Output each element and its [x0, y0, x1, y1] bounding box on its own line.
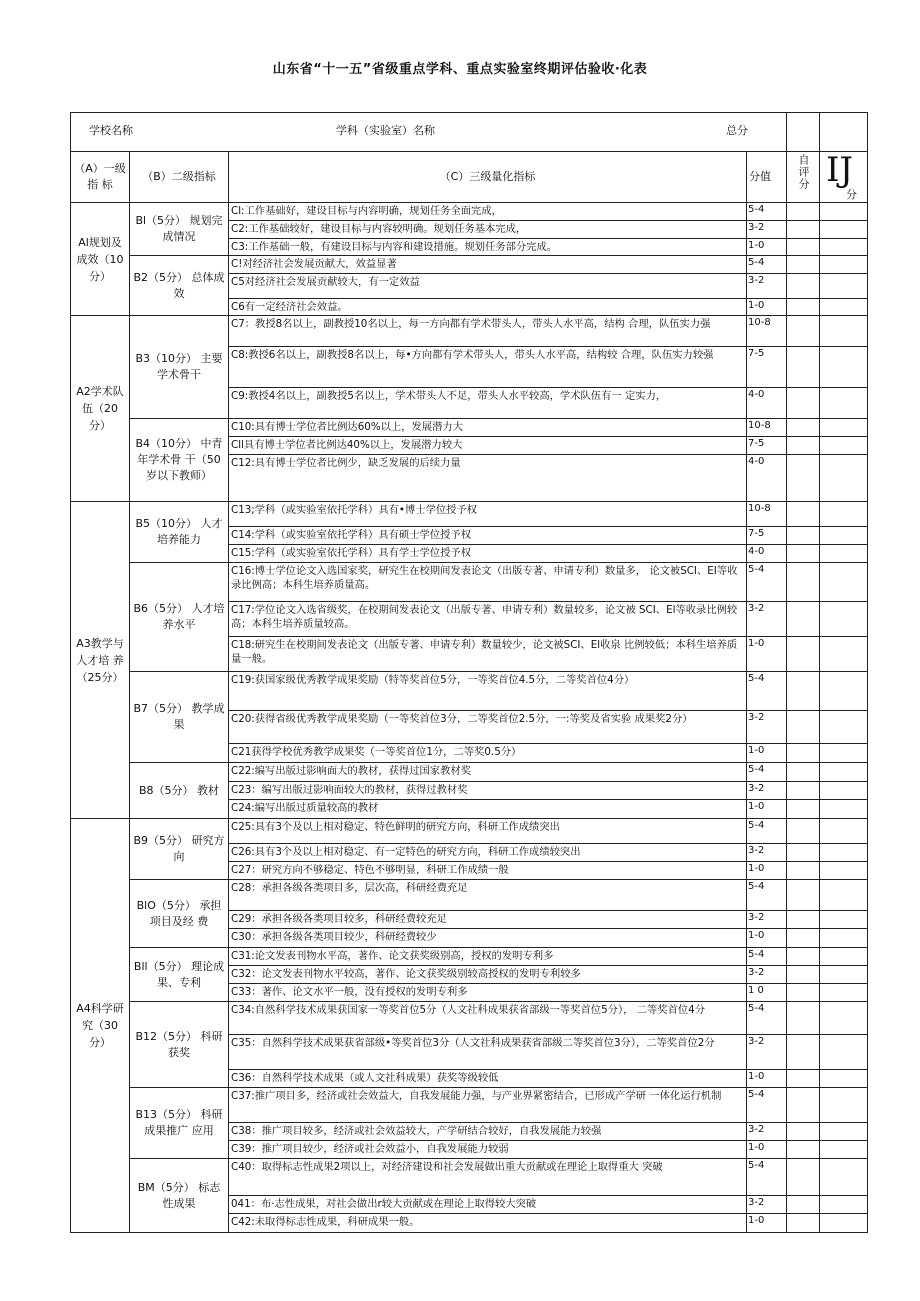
header-blank-1 — [787, 113, 820, 152]
level-c-indicator: C2:工作基础较好，建设目标与内容较明确。规划任务基本完成， — [229, 221, 747, 239]
score-range: 7-5 — [747, 437, 787, 455]
self-eval-score-cell[interactable] — [787, 1002, 820, 1035]
level-b-indicator: B4（10分） 中青年学术骨 干（50岁以下教师） — [130, 419, 229, 502]
level-c-indicator: C7：教授8名以上，副教授10名以上，每一方向都有学术带头人，带头人水平高，结构 合理，队伍实力强 — [229, 316, 747, 347]
expert-score-cell[interactable] — [820, 984, 868, 1002]
level-c-indicator: C26:具有3个及以上相对稳定、有一定特色的研究方向，科研工作成绩较突出 — [229, 844, 747, 862]
score-range: 5-4 — [747, 256, 787, 274]
total-score-label: 总分 — [726, 124, 748, 137]
table-row — [71, 419, 868, 437]
expert-score-cell[interactable] — [820, 299, 868, 316]
self-eval-score-cell[interactable] — [787, 602, 820, 637]
level-b-indicator: B5（10分） 人才培养能力 — [130, 502, 229, 563]
level-c-indicator: C9:教授4名以上，副教授5名以上，学术带头人不足，带头人水平较高，学术队伍有一 定实力， — [229, 388, 747, 419]
self-eval-score-cell[interactable] — [787, 911, 820, 929]
self-eval-score-cell[interactable] — [787, 299, 820, 316]
level-b-indicator: B8（5分） 教材 — [130, 763, 229, 819]
level-c-indicator: C!对经济社会发展贡献大，效益显著 — [229, 256, 747, 274]
self-eval-score-cell[interactable] — [787, 388, 820, 419]
level-c-indicator: C15:学科（或实验室依托学科）具有学士学位授予权 — [229, 545, 747, 563]
level-c-indicator: C25:具有3个及以上相对稳定、特色鲜明的研究方向，科研工作成绩突出 — [229, 819, 747, 844]
self-eval-score-cell[interactable] — [787, 744, 820, 763]
expert-score-cell[interactable] — [820, 844, 868, 862]
expert-score-cell[interactable] — [820, 1088, 868, 1123]
self-eval-score-cell[interactable] — [787, 763, 820, 782]
expert-score-cell[interactable] — [820, 819, 868, 844]
self-eval-score-cell[interactable] — [787, 274, 820, 299]
score-range: 3-2 — [747, 782, 787, 800]
level-c-indicator: C35：自然科学技术成果获省部级•等奖首位3分（人文社科成果获省部级二等奖首位3分），二等奖首位2分 — [229, 1035, 747, 1070]
level-c-indicator: C36：自然科学技术成果（或人文社科成果）获奖等级较低 — [229, 1070, 747, 1088]
score-range: 3-2 — [747, 711, 787, 744]
score-range: 1-0 — [747, 929, 787, 948]
level-c-indicator: C30：承担各级各类项目较少，科研经费较少 — [229, 929, 747, 948]
expert-score-cell[interactable] — [820, 948, 868, 966]
expert-score-cell[interactable] — [820, 239, 868, 256]
expert-score-cell[interactable] — [820, 782, 868, 800]
self-eval-score-cell[interactable] — [787, 545, 820, 563]
self-eval-score-cell[interactable] — [787, 316, 820, 347]
level-c-indicator: C42:未取得标志性成果，科研成果一般。 — [229, 1214, 747, 1233]
self-eval-score-cell[interactable] — [787, 527, 820, 545]
level-c-indicator: C14:学科（或实验室依托学科）具有硕士学位授予权 — [229, 527, 747, 545]
level-c-indicator: C34:自然科学技术成果获国家一等奖首位5分（人文社科成果获省部级一等奖首位5分）， 二等奖首位4分 — [229, 1002, 747, 1035]
score-range: 3-2 — [747, 221, 787, 239]
level-b-indicator: B12（5分） 科研获奖 — [130, 1002, 229, 1088]
col-head-score: 分值 — [747, 152, 787, 203]
table-row — [71, 502, 868, 527]
expert-score-cell[interactable] — [820, 203, 868, 221]
score-range: 3-2 — [747, 911, 787, 929]
table-row — [71, 763, 868, 782]
level-c-indicator: C17:学位论文入选省级奖，在校期间发表论文（出版专著、申请专利）数量较多，论文被 SCI、El等收录比例较高；本科生培养质量较高。 — [229, 602, 747, 637]
score-range: 1-0 — [747, 744, 787, 763]
col-head-self-eval: 自评分 — [797, 154, 810, 190]
score-range: 3-2 — [747, 602, 787, 637]
score-range: 1-0 — [747, 637, 787, 672]
level-c-indicator: C27：研究方向不够稳定、特色不够明显，科研工作成绩一般 — [229, 862, 747, 880]
expert-score-cell[interactable] — [820, 602, 868, 637]
self-eval-score-cell[interactable] — [787, 437, 820, 455]
evaluation-table — [70, 112, 868, 1233]
expert-score-cell[interactable] — [820, 1141, 868, 1159]
table-row — [71, 880, 868, 911]
score-range: 3-2 — [747, 1035, 787, 1070]
level-c-indicator: C19:获国家级优秀教学成果奖励（特等奖首位5分，一等奖首位4.5分，二等奖首位4分） — [229, 672, 747, 711]
score-range: 7-5 — [747, 347, 787, 388]
self-eval-score-cell[interactable] — [787, 347, 820, 388]
expert-score-cell[interactable] — [820, 862, 868, 880]
self-eval-score-cell[interactable] — [787, 563, 820, 602]
level-c-indicator: C33：著作、论文水平一般，没有授权的发明专利多 — [229, 984, 747, 1002]
level-c-indicator: C6有一定经济社会效益。 — [229, 299, 747, 316]
expert-score-cell[interactable] — [820, 1123, 868, 1141]
expert-score-cell[interactable] — [820, 437, 868, 455]
col-head-mark: IJ — [826, 150, 854, 190]
level-c-indicator: C31:论文发表刊物水平高，著作、论文获奖级别高，授权的发明专利多 — [229, 948, 747, 966]
level-b-indicator: B2（5分） 总体成效 — [130, 256, 229, 316]
col-head-expert: 分 — [846, 188, 857, 201]
level-c-indicator: C18:研究生在校期间发表论文（出版专著、申请专利）数量较少，论文被SCI、El收泉 比例较低；本科生培养质量一般。 — [229, 637, 747, 672]
expert-score-cell[interactable] — [820, 545, 868, 563]
level-a-indicator: A2学术队伍（20分） — [71, 316, 130, 502]
header-row — [71, 113, 868, 152]
level-c-indicator: C24:编写出版过质量较高的教材 — [229, 800, 747, 819]
level-b-indicator: B13（5分） 科研成果推广 应用 — [130, 1088, 229, 1159]
self-eval-score-cell[interactable] — [787, 929, 820, 948]
expert-score-cell[interactable] — [820, 911, 868, 929]
level-b-indicator: B6（5分） 人才培养水平 — [130, 563, 229, 672]
expert-score-cell[interactable] — [820, 1196, 868, 1214]
self-eval-score-cell[interactable] — [787, 1035, 820, 1070]
level-c-indicator: C32：论文发表刊物水平较高，著作、论文获奖级别较高授权的发明专利较多 — [229, 966, 747, 984]
expert-score-cell[interactable] — [820, 256, 868, 274]
expert-score-cell[interactable] — [820, 763, 868, 782]
header-blank-2 — [820, 113, 868, 152]
self-eval-score-cell[interactable] — [787, 819, 820, 844]
level-c-indicator: C20:获得省级优秀教学成果奖励（一等奖首位3分，二等奖首位2.5分，一:等奖及省实验 成果奖2分） — [229, 711, 747, 744]
level-c-indicator: C38：推广项目较多，经济或社会效益较大，产学研结合较好，自我发展能力较强 — [229, 1123, 747, 1141]
col-head-c: （C）三级量化指标 — [229, 152, 747, 203]
expert-score-cell[interactable] — [820, 527, 868, 545]
self-eval-score-cell[interactable] — [787, 711, 820, 744]
self-eval-score-cell[interactable] — [787, 455, 820, 502]
score-range: 10-8 — [747, 502, 787, 527]
table-row — [71, 1002, 868, 1035]
level-a-indicator: A4科学研究（30分） — [71, 819, 130, 1233]
level-c-indicator: C37:推广项目多，经济或社会效益大，自我发展能力强，与产业界紧密结合，已形成产学研 一体化运行机制 — [229, 1088, 747, 1123]
expert-score-cell[interactable] — [820, 637, 868, 672]
table-row — [71, 203, 868, 221]
expert-score-cell[interactable] — [820, 800, 868, 819]
subject-name-label: 学科（实验室）名称 — [336, 124, 435, 137]
level-c-indicator: C28：承担各级各类项目多，层次高，科研经费充足 — [229, 880, 747, 911]
self-eval-score-cell[interactable] — [787, 637, 820, 672]
score-range: 5-4 — [747, 819, 787, 844]
score-range: 4-0 — [747, 545, 787, 563]
self-eval-score-cell[interactable] — [787, 419, 820, 437]
table-row — [71, 563, 868, 602]
score-range: 1-0 — [747, 1141, 787, 1159]
score-range: 1-0 — [747, 1070, 787, 1088]
level-c-indicator: C3:工作基础一般，有建设目标与内容和建设措施。规划任务部分完成。 — [229, 239, 747, 256]
table-row — [71, 672, 868, 711]
score-range: 3-2 — [747, 1123, 787, 1141]
col-head-a: （A）一级指 标 — [71, 152, 130, 203]
col-head-b: （B）二级指标 — [130, 152, 229, 203]
expert-score-cell[interactable] — [820, 1070, 868, 1088]
level-b-indicator: B3（10分） 主要学术骨干 — [130, 316, 229, 419]
level-b-indicator: BlO（5分） 承担项目及经 费 — [130, 880, 229, 948]
self-eval-score-cell[interactable] — [787, 239, 820, 256]
self-eval-score-cell[interactable] — [787, 672, 820, 711]
level-c-indicator: Cll具有博士学位者比例达40%以上，发展潜力较大 — [229, 437, 747, 455]
expert-score-cell[interactable] — [820, 316, 868, 347]
level-c-indicator: C12:具有博士学位者比例少，缺乏发展的后续力量 — [229, 455, 747, 502]
self-eval-score-cell[interactable] — [787, 221, 820, 239]
level-b-indicator: BM（5分） 标志性成果 — [130, 1159, 229, 1233]
table-row — [71, 316, 868, 347]
level-c-indicator: C13;学科（或实验室依托学科）具有•博士学位授予权 — [229, 502, 747, 527]
expert-score-cell[interactable] — [820, 929, 868, 948]
table-row — [71, 1159, 868, 1196]
level-b-indicator: Bll（5分） 理论成果、专利 — [130, 948, 229, 1002]
level-c-indicator: C29：承担各级各类项目较多，科研经费较充足 — [229, 911, 747, 929]
page-title: 山东省“十一五”省级重点学科、重点实验室终期评估验收·化表 — [272, 62, 648, 77]
expert-score-cell[interactable] — [820, 419, 868, 437]
column-header-row — [71, 152, 868, 203]
self-eval-score-cell[interactable] — [787, 984, 820, 1002]
level-b-indicator: B9（5分） 研究方向 — [130, 819, 229, 880]
self-eval-score-cell[interactable] — [787, 502, 820, 527]
expert-score-cell[interactable] — [820, 502, 868, 527]
score-range: 5-4 — [747, 948, 787, 966]
score-range: 3-2 — [747, 844, 787, 862]
level-c-indicator: C16:博士学位论文入选国家奖，研究生在校期间发表论文（出版专著、申请专利）数量多， 论文被SCI、EI等收录比例高；本科生培养质量高。 — [229, 563, 747, 602]
self-eval-score-cell[interactable] — [787, 948, 820, 966]
score-range: 5-4 — [747, 1088, 787, 1123]
expert-score-cell[interactable] — [820, 221, 868, 239]
school-name-label: 学校名称 — [89, 124, 133, 137]
expert-score-cell[interactable] — [820, 672, 868, 711]
level-c-indicator: Cl:工作基础好，建设目标与内容明确，规划任务全面完成， — [229, 203, 747, 221]
score-range: 1-0 — [747, 800, 787, 819]
expert-score-cell[interactable] — [820, 347, 868, 388]
level-c-indicator: C8:教授6名以上，副教授8名以上，每•方向都有学术带头人，带头人水平高，结构较 合理，队伍实力较强 — [229, 347, 747, 388]
self-eval-score-cell[interactable] — [787, 862, 820, 880]
level-a-indicator: Al规划及成效（10分） — [71, 203, 130, 316]
table-row — [71, 948, 868, 966]
expert-score-cell[interactable] — [820, 455, 868, 502]
score-range: 1 0 — [747, 984, 787, 1002]
score-range: 5-4 — [747, 763, 787, 782]
level-c-indicator: 041：布·志性成果，对社会做出r较大贡献或在理论上取得较大突破 — [229, 1196, 747, 1214]
level-b-indicator: Bl（5分） 规划完成情况 — [130, 203, 229, 256]
table-row — [71, 1088, 868, 1123]
score-range: 3-2 — [747, 1196, 787, 1214]
expert-score-cell[interactable] — [820, 1159, 868, 1196]
expert-score-cell[interactable] — [820, 563, 868, 602]
score-range: 1-0 — [747, 862, 787, 880]
level-c-indicator: C39：推广项目较少，经济或社会效益小，自我发展能力较弱 — [229, 1141, 747, 1159]
expert-score-cell[interactable] — [820, 711, 868, 744]
score-range: 3-2 — [747, 966, 787, 984]
level-c-indicator: C21获得学校优秀教学成果奖（一等奖首位1分，二等奖0.5分） — [229, 744, 747, 763]
score-range: 3-2 — [747, 274, 787, 299]
self-eval-score-cell[interactable] — [787, 1123, 820, 1141]
score-range: 5-4 — [747, 563, 787, 602]
self-eval-score-cell[interactable] — [787, 256, 820, 274]
self-eval-score-cell[interactable] — [787, 844, 820, 862]
self-eval-score-cell[interactable] — [787, 782, 820, 800]
self-eval-score-cell[interactable] — [787, 1214, 820, 1233]
self-eval-score-cell[interactable] — [787, 203, 820, 221]
level-a-indicator: A3教学与人才培 养（25分） — [71, 502, 130, 819]
level-b-indicator: B7（5分） 教学成果 — [130, 672, 229, 763]
level-c-indicator: C40：取得标志性成果2项以上，对经济建设和社会发展做出重大贡献或在理论上取得重大 突破 — [229, 1159, 747, 1196]
score-range: 4-0 — [747, 388, 787, 419]
level-c-indicator: C22:编写出版过影响面大的教材，获得过国家教材奖 — [229, 763, 747, 782]
score-range: 10-8 — [747, 316, 787, 347]
score-range: 5-4 — [747, 880, 787, 911]
expert-score-cell[interactable] — [820, 744, 868, 763]
self-eval-score-cell[interactable] — [787, 1070, 820, 1088]
score-range: 5-4 — [747, 203, 787, 221]
level-c-indicator: C5对经济社会发展贡献较大，有一定效益 — [229, 274, 747, 299]
expert-score-cell[interactable] — [820, 1035, 868, 1070]
score-range: 7-5 — [747, 527, 787, 545]
score-range: 4-0 — [747, 455, 787, 502]
expert-score-cell[interactable] — [820, 966, 868, 984]
expert-score-cell[interactable] — [820, 1214, 868, 1233]
self-eval-score-cell[interactable] — [787, 1141, 820, 1159]
score-range: 1-0 — [747, 239, 787, 256]
expert-score-cell[interactable] — [820, 1002, 868, 1035]
score-range: 10-8 — [747, 419, 787, 437]
score-range: 1-0 — [747, 299, 787, 316]
level-c-indicator: C23：编写出版过影响面较大的教材，获得过教材奖 — [229, 782, 747, 800]
score-range: 5-4 — [747, 1159, 787, 1196]
self-eval-score-cell[interactable] — [787, 1159, 820, 1196]
expert-score-cell[interactable] — [820, 880, 868, 911]
score-range: 1-0 — [747, 1214, 787, 1233]
score-range: 5-4 — [747, 672, 787, 711]
score-range: 5-4 — [747, 1002, 787, 1035]
expert-score-cell[interactable] — [820, 388, 868, 419]
self-eval-score-cell[interactable] — [787, 1196, 820, 1214]
level-c-indicator: C10:具有博士学位者比例达60%以上，发展潜力大 — [229, 419, 747, 437]
self-eval-score-cell[interactable] — [787, 880, 820, 911]
expert-score-cell[interactable] — [820, 274, 868, 299]
self-eval-score-cell[interactable] — [787, 966, 820, 984]
table-row — [71, 256, 868, 274]
table-row — [71, 819, 868, 844]
self-eval-score-cell[interactable] — [787, 1088, 820, 1123]
self-eval-score-cell[interactable] — [787, 800, 820, 819]
